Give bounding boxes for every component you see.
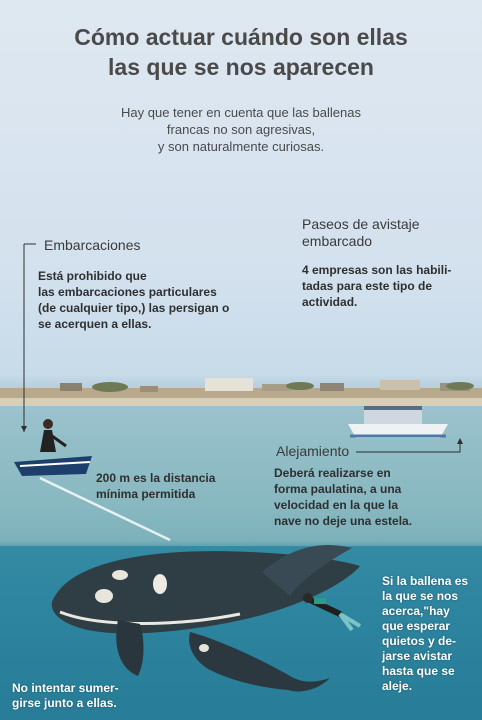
paseos-heading-line-2: embarcado <box>302 233 373 249</box>
paseos-line: tadas para este tipo de <box>302 279 433 293</box>
paseos-line: actividad. <box>302 295 358 309</box>
acercamiento-line: que esperar <box>382 619 451 633</box>
intro-line-3: y son naturalmente curiosas. <box>157 139 325 154</box>
distancia-text <box>96 470 246 502</box>
shoreline <box>0 378 482 406</box>
paseos-text <box>302 262 472 310</box>
acercamiento-line: jarse avistar <box>382 649 453 663</box>
alejamiento-heading: Alejamiento <box>276 443 350 459</box>
acercamiento-line: la que se nos <box>382 589 459 603</box>
sumergirse-text <box>12 681 152 711</box>
distancia-line-1: 200 m es la distancia <box>96 471 216 485</box>
sumergirse-line-2: girse junto a ellas. <box>12 696 117 710</box>
alejamiento-line: nave no deje una estela. <box>274 514 413 528</box>
title-line-1: Cómo actuar cuándo son ellas <box>74 24 408 50</box>
acercamiento-text <box>382 574 478 694</box>
sumergirse-line-1: No intentar sumer- <box>12 681 119 695</box>
paseos-heading <box>302 216 420 250</box>
intro-line-1: Hay que tener en cuenta que las ballenas <box>121 105 361 120</box>
embarcaciones-heading: Embarcaciones <box>44 237 141 253</box>
acercamiento-line: Si la ballena es <box>382 574 469 588</box>
paseos-heading-line-1: Paseos de avistaje <box>302 216 420 232</box>
distancia-line-2: mínima permitida <box>96 487 196 501</box>
embarcaciones-text <box>38 268 248 332</box>
embarcaciones-line: se acerquen a ellas. <box>38 317 152 331</box>
paseos-line: 4 empresas son las habili- <box>302 263 452 277</box>
alejamiento-line: Deberá realizarse en <box>274 466 391 480</box>
alejamiento-text <box>274 465 454 529</box>
alejamiento-line: velocidad en la que la <box>274 498 399 512</box>
page-title <box>0 22 482 82</box>
acercamiento-line: acerca,"hay <box>382 604 450 618</box>
acercamiento-line: hasta que se <box>382 664 455 678</box>
acercamiento-line: aleje. <box>382 679 413 693</box>
intro-line-2: francas no son agresivas, <box>166 122 316 137</box>
embarcaciones-line: Está prohibido que <box>38 269 147 283</box>
embarcaciones-line: las embarcaciones particulares <box>38 285 217 299</box>
acercamiento-line: quietos y de- <box>382 634 457 648</box>
embarcaciones-line: (de cualquier tipo,) las persigan o <box>38 301 230 315</box>
intro-text <box>60 104 422 155</box>
alejamiento-line: forma paulatina, a una <box>274 482 402 496</box>
title-line-2: las que se nos aparecen <box>108 54 374 80</box>
